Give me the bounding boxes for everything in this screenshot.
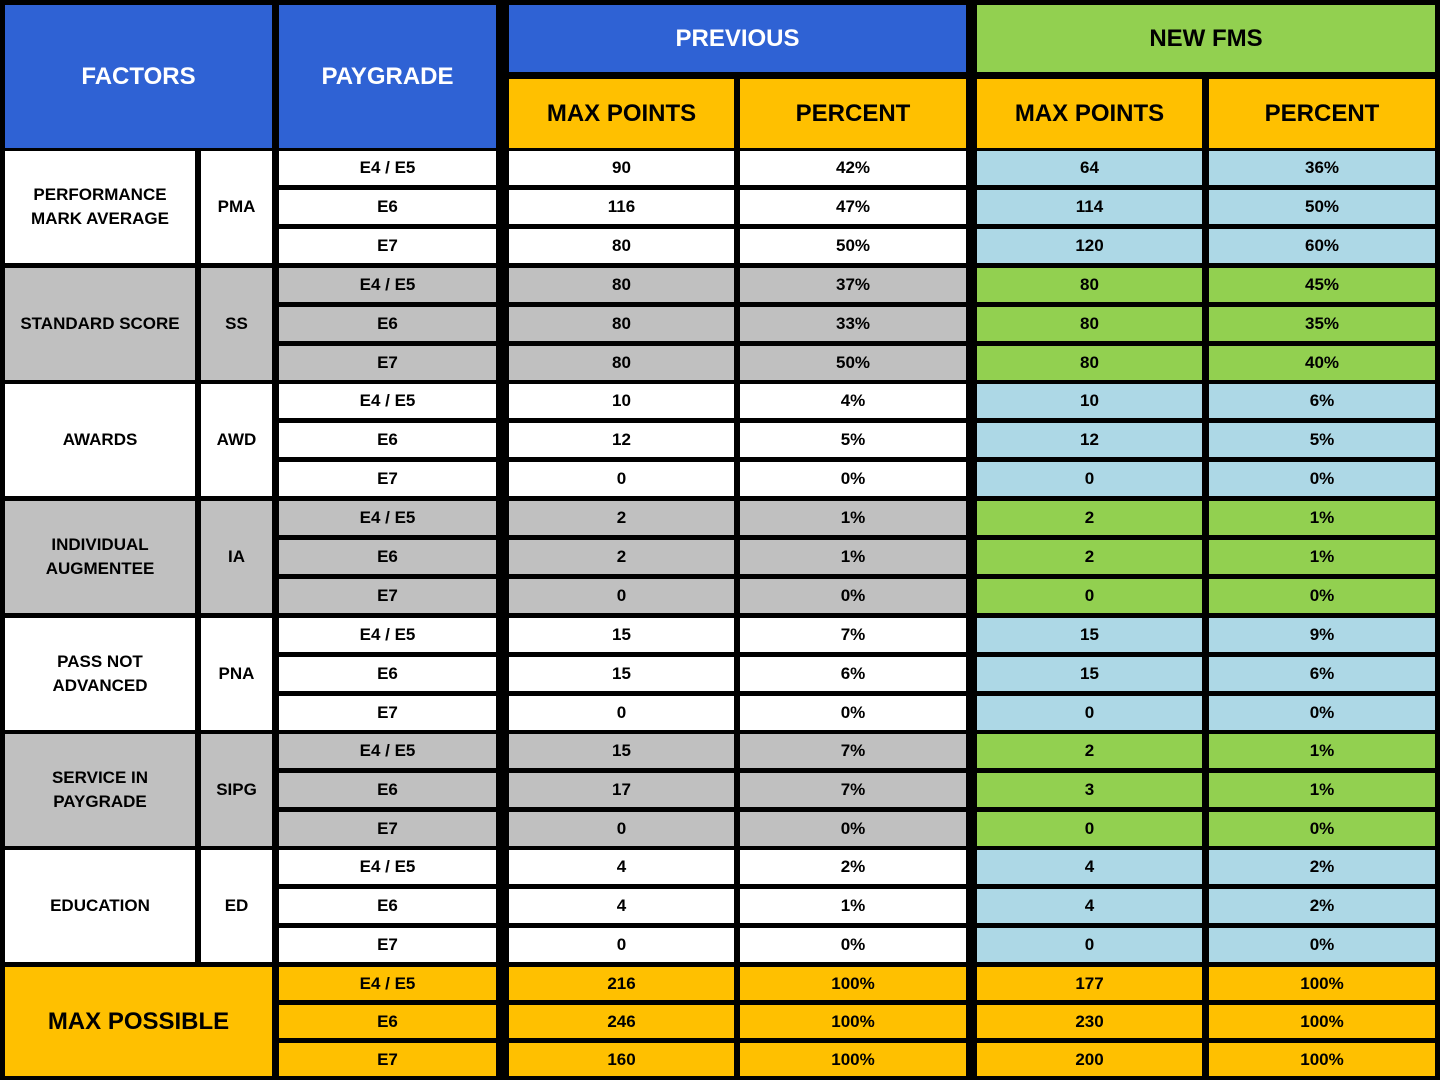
factor-name: PASS NOT ADVANCED — [5, 618, 195, 730]
new-percent-cell: 60% — [1209, 229, 1435, 263]
new-max-points-cell: 2 — [977, 734, 1202, 768]
factor-abbr: ED — [201, 850, 272, 962]
previous-max-points-cell: 4 — [509, 850, 734, 884]
paygrade-cell: E6 — [279, 657, 496, 691]
new-percent-cell: 0% — [1209, 462, 1435, 496]
previous-percent-cell: 4% — [740, 384, 966, 418]
factor-abbr: SIPG — [201, 734, 272, 846]
factor-abbr: PNA — [201, 618, 272, 730]
factor-name: PERFORMANCE MARK AVERAGE — [5, 151, 195, 263]
new-percent-cell: 40% — [1209, 346, 1435, 380]
new-max-points-cell: 114 — [977, 190, 1202, 224]
total-previous-max-points-cell: 160 — [509, 1043, 734, 1076]
total-new-percent-cell: 100% — [1209, 1043, 1435, 1076]
new-percent-cell: 0% — [1209, 928, 1435, 962]
new-percent-cell: 0% — [1209, 812, 1435, 846]
new-percent-cell: 45% — [1209, 268, 1435, 302]
new-percent-cell: 1% — [1209, 540, 1435, 574]
new-fms-header: NEW FMS — [977, 5, 1435, 72]
new-max-points-cell: 120 — [977, 229, 1202, 263]
previous-percent-cell: 42% — [740, 151, 966, 185]
new-max-points-cell: 3 — [977, 773, 1202, 807]
previous-max-points-cell: 4 — [509, 889, 734, 923]
total-paygrade-cell: E4 / E5 — [279, 967, 496, 1000]
paygrade-cell: E7 — [279, 229, 496, 263]
new-percent-cell: 35% — [1209, 307, 1435, 341]
previous-percent-cell: 2% — [740, 850, 966, 884]
new-max-points-cell: 2 — [977, 540, 1202, 574]
new-percent-cell: 6% — [1209, 657, 1435, 691]
paygrade-cell: E6 — [279, 423, 496, 457]
previous-max-points-cell: 80 — [509, 346, 734, 380]
new-max-points-cell: 15 — [977, 618, 1202, 652]
paygrade-cell: E6 — [279, 190, 496, 224]
new-max-points-cell: 0 — [977, 579, 1202, 613]
total-previous-percent-cell: 100% — [740, 1043, 966, 1076]
new-max-points-cell: 0 — [977, 928, 1202, 962]
factor-name: STANDARD SCORE — [5, 268, 195, 380]
previous-max-points-cell: 10 — [509, 384, 734, 418]
factor-name: INDIVIDUAL AUGMENTEE — [5, 501, 195, 613]
new-percent-cell: 1% — [1209, 773, 1435, 807]
previous-percent-cell: 7% — [740, 618, 966, 652]
new-percent-cell: 36% — [1209, 151, 1435, 185]
new-max-points-cell: 80 — [977, 307, 1202, 341]
previous-max-points-cell: 15 — [509, 657, 734, 691]
new-max-points-cell: 15 — [977, 657, 1202, 691]
previous-percent-cell: 5% — [740, 423, 966, 457]
paygrade-cell: E6 — [279, 307, 496, 341]
factors-header: FACTORS — [5, 5, 272, 148]
paygrade-cell: E4 / E5 — [279, 501, 496, 535]
total-new-percent-cell: 100% — [1209, 967, 1435, 1000]
previous-max-points-cell: 0 — [509, 462, 734, 496]
paygrade-cell: E4 / E5 — [279, 384, 496, 418]
paygrade-cell: E4 / E5 — [279, 618, 496, 652]
total-previous-percent-cell: 100% — [740, 1005, 966, 1038]
new-max-points-cell: 80 — [977, 268, 1202, 302]
previous-percent-cell: 50% — [740, 229, 966, 263]
factor-name: AWARDS — [5, 384, 195, 496]
new-percent-cell: 2% — [1209, 850, 1435, 884]
previous-max-points-cell: 17 — [509, 773, 734, 807]
factor-abbr: PMA — [201, 151, 272, 263]
total-new-max-points-cell: 177 — [977, 967, 1202, 1000]
previous-max-points-cell: 80 — [509, 268, 734, 302]
previous-max-points-cell: 2 — [509, 540, 734, 574]
previous-percent-cell: 1% — [740, 501, 966, 535]
paygrade-cell: E6 — [279, 540, 496, 574]
new-percent-cell: 1% — [1209, 501, 1435, 535]
paygrade-cell: E7 — [279, 346, 496, 380]
new-max-points-cell: 0 — [977, 696, 1202, 730]
new-percent-cell: 5% — [1209, 423, 1435, 457]
factor-abbr: SS — [201, 268, 272, 380]
previous-max-points-cell: 116 — [509, 190, 734, 224]
new-max-points-cell: 2 — [977, 501, 1202, 535]
previous-percent-cell: 0% — [740, 579, 966, 613]
paygrade-cell: E4 / E5 — [279, 268, 496, 302]
new-max-points-cell: 10 — [977, 384, 1202, 418]
previous-percent-cell: 1% — [740, 540, 966, 574]
previous-max-points-cell: 2 — [509, 501, 734, 535]
new-percent-header: PERCENT — [1209, 79, 1435, 148]
previous-percent-cell: 0% — [740, 696, 966, 730]
new-percent-cell: 9% — [1209, 618, 1435, 652]
new-percent-cell: 6% — [1209, 384, 1435, 418]
new-percent-cell: 0% — [1209, 579, 1435, 613]
previous-max-points-cell: 90 — [509, 151, 734, 185]
new-max-points-cell: 0 — [977, 812, 1202, 846]
factor-abbr: AWD — [201, 384, 272, 496]
paygrade-header: PAYGRADE — [279, 5, 496, 148]
new-max-points-header: MAX POINTS — [977, 79, 1202, 148]
previous-percent-cell: 47% — [740, 190, 966, 224]
factor-name: EDUCATION — [5, 850, 195, 962]
total-new-percent-cell: 100% — [1209, 1005, 1435, 1038]
paygrade-cell: E7 — [279, 462, 496, 496]
total-new-max-points-cell: 230 — [977, 1005, 1202, 1038]
previous-percent-cell: 37% — [740, 268, 966, 302]
previous-percent-header: PERCENT — [740, 79, 966, 148]
new-percent-cell: 0% — [1209, 696, 1435, 730]
factor-name: SERVICE IN PAYGRADE — [5, 734, 195, 846]
paygrade-cell: E6 — [279, 773, 496, 807]
new-max-points-cell: 80 — [977, 346, 1202, 380]
previous-max-points-cell: 80 — [509, 307, 734, 341]
paygrade-cell: E4 / E5 — [279, 151, 496, 185]
total-previous-percent-cell: 100% — [740, 967, 966, 1000]
new-max-points-cell: 64 — [977, 151, 1202, 185]
paygrade-cell: E7 — [279, 928, 496, 962]
paygrade-cell: E7 — [279, 812, 496, 846]
previous-max-points-cell: 0 — [509, 579, 734, 613]
previous-max-points-cell: 12 — [509, 423, 734, 457]
previous-percent-cell: 0% — [740, 928, 966, 962]
max-possible-label: MAX POSSIBLE — [5, 967, 272, 1076]
paygrade-cell: E6 — [279, 889, 496, 923]
total-new-max-points-cell: 200 — [977, 1043, 1202, 1076]
paygrade-cell: E7 — [279, 579, 496, 613]
previous-percent-cell: 7% — [740, 773, 966, 807]
new-max-points-cell: 12 — [977, 423, 1202, 457]
paygrade-cell: E4 / E5 — [279, 734, 496, 768]
previous-percent-cell: 0% — [740, 812, 966, 846]
previous-percent-cell: 50% — [740, 346, 966, 380]
previous-percent-cell: 7% — [740, 734, 966, 768]
previous-percent-cell: 6% — [740, 657, 966, 691]
total-previous-max-points-cell: 216 — [509, 967, 734, 1000]
previous-max-points-cell: 0 — [509, 696, 734, 730]
total-paygrade-cell: E7 — [279, 1043, 496, 1076]
previous-max-points-cell: 15 — [509, 618, 734, 652]
paygrade-cell: E4 / E5 — [279, 850, 496, 884]
total-paygrade-cell: E6 — [279, 1005, 496, 1038]
previous-max-points-cell: 15 — [509, 734, 734, 768]
previous-header: PREVIOUS — [509, 5, 966, 72]
previous-percent-cell: 33% — [740, 307, 966, 341]
total-previous-max-points-cell: 246 — [509, 1005, 734, 1038]
new-max-points-cell: 4 — [977, 889, 1202, 923]
new-percent-cell: 1% — [1209, 734, 1435, 768]
previous-max-points-header: MAX POINTS — [509, 79, 734, 148]
new-max-points-cell: 0 — [977, 462, 1202, 496]
paygrade-cell: E7 — [279, 696, 496, 730]
new-percent-cell: 2% — [1209, 889, 1435, 923]
previous-max-points-cell: 0 — [509, 812, 734, 846]
previous-percent-cell: 1% — [740, 889, 966, 923]
new-max-points-cell: 4 — [977, 850, 1202, 884]
previous-max-points-cell: 80 — [509, 229, 734, 263]
previous-max-points-cell: 0 — [509, 928, 734, 962]
new-percent-cell: 50% — [1209, 190, 1435, 224]
factor-abbr: IA — [201, 501, 272, 613]
previous-percent-cell: 0% — [740, 462, 966, 496]
